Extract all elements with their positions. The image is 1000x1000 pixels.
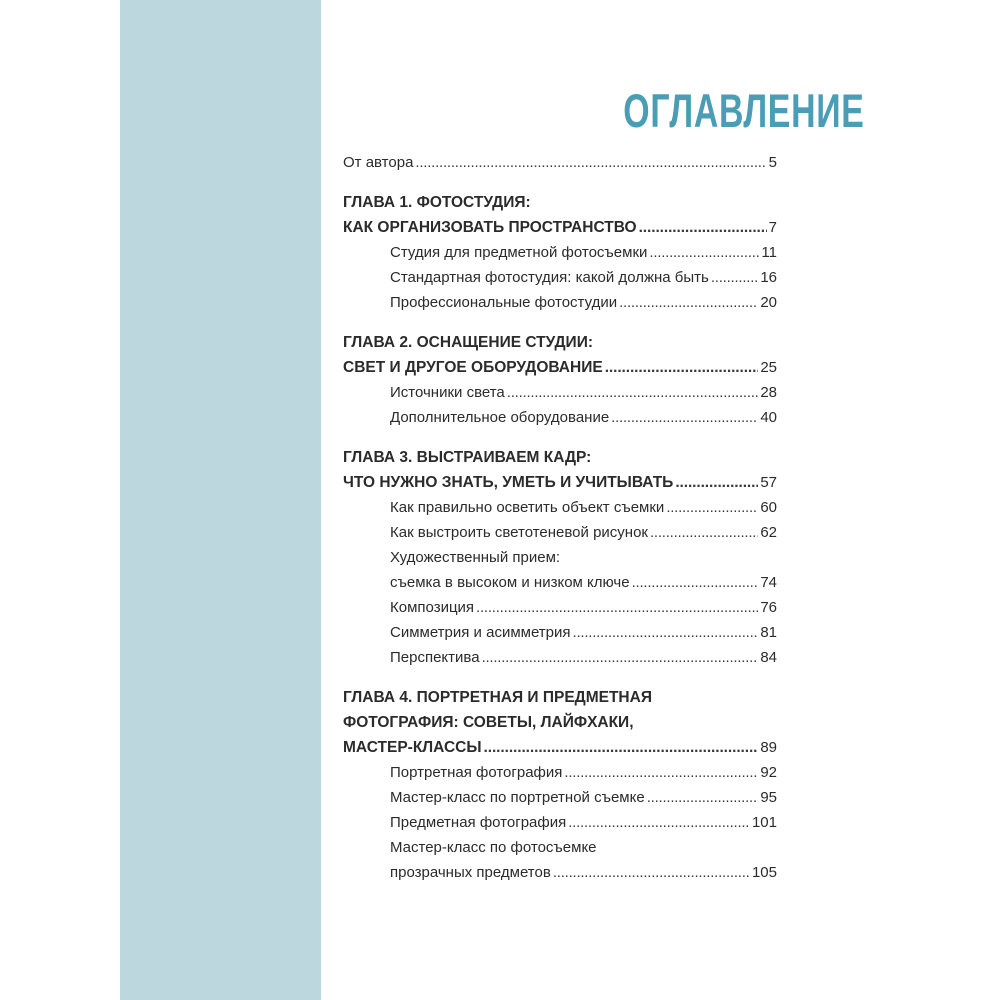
toc-page-number: 16 (760, 269, 777, 286)
toc-entry-label: Портретная фотография (390, 764, 563, 781)
toc-entry-label: Композиция (390, 599, 475, 616)
toc-page-number: 7 (768, 219, 777, 236)
toc-page-number: 74 (760, 574, 777, 591)
toc-page-number: 25 (760, 359, 777, 376)
chapter-heading-line[interactable]: ФОТОГРАФИЯ: СОВЕТЫ, ЛАЙФХАКИ, (343, 714, 634, 731)
chapter-heading-entry[interactable] (343, 735, 777, 760)
table-of-contents (343, 150, 777, 885)
chapter-heading-line[interactable]: ГЛАВА 1. ФОТОСТУДИЯ: (343, 194, 531, 211)
toc-page-number: 40 (760, 409, 777, 426)
chapter-heading-line[interactable]: ГЛАВА 2. ОСНАЩЕНИЕ СТУДИИ: (343, 334, 593, 351)
chapter-heading-entry[interactable] (343, 470, 777, 495)
toc-section-entry[interactable] (343, 240, 777, 265)
toc-page-number: 11 (761, 244, 777, 261)
toc-entry-label: съемка в высоком и низком ключе (390, 574, 630, 591)
chapter-1 (343, 190, 777, 315)
toc-page-number: 76 (760, 599, 777, 616)
toc-entry-lead-line[interactable]: Мастер-класс по фотосъемке (390, 839, 597, 856)
dot-leader (415, 150, 766, 175)
toc-entry-label: Симметрия и асимметрия (390, 624, 571, 641)
dot-leader (711, 265, 758, 290)
toc-page-number: 5 (768, 154, 777, 171)
toc-entry-label: Предметная фотография (390, 814, 567, 831)
chapter-heading-line[interactable]: ГЛАВА 3. ВЫСТРАИВАЕМ КАДР: (343, 449, 592, 466)
dot-leader (605, 355, 759, 380)
chapter-heading-line: КАК ОРГАНИЗОВАТЬ ПРОСТРАНСТВО (343, 219, 637, 236)
toc-page-number: 105 (751, 864, 777, 881)
toc-section-entry[interactable] (343, 595, 777, 620)
toc-entry-label: Стандартная фотостудия: какой должна быть (390, 269, 709, 286)
chapter-2 (343, 330, 777, 430)
toc-entry-label: прозрачных предметов (390, 864, 551, 881)
toc-entry-label: Перспектива (390, 649, 480, 666)
toc-page-number: 92 (760, 764, 777, 781)
dot-leader (484, 735, 759, 760)
toc-section-entry[interactable] (343, 495, 777, 520)
toc-entry-lead-line[interactable]: Художественный прием: (390, 549, 561, 566)
toc-entry-label: Дополнительное оборудование (390, 409, 610, 426)
sidebar-color-band (120, 0, 321, 1000)
toc-page-number: 84 (760, 649, 777, 666)
toc-section-entry[interactable] (343, 785, 777, 810)
toc-section-entry[interactable] (343, 645, 777, 670)
dot-leader (507, 380, 759, 405)
dot-leader (619, 290, 758, 315)
toc-page-number: 60 (760, 499, 777, 516)
dot-leader (666, 495, 758, 520)
toc-entry-label: Как выстроить светотеневой рисунок (390, 524, 648, 541)
toc-section-entry[interactable] (343, 860, 777, 885)
toc-entry-label: От автора (343, 154, 414, 171)
dot-leader (482, 645, 759, 670)
toc-section-entry[interactable] (343, 380, 777, 405)
chapter-heading-entry[interactable] (343, 355, 777, 380)
dot-leader (553, 860, 750, 885)
toc-entry-label: Студия для предметной фотосъемки (390, 244, 648, 261)
toc-page-number: 89 (760, 739, 777, 756)
chapter-heading-line: МАСТЕР-КЛАССЫ (343, 739, 482, 756)
toc-entry-label: Мастер-класс по портретной съемке (390, 789, 645, 806)
dot-leader (611, 405, 758, 430)
dot-leader (639, 215, 767, 240)
dot-leader (564, 760, 758, 785)
toc-page-number: 95 (760, 789, 777, 806)
dot-leader (647, 785, 759, 810)
toc-section-entry[interactable] (343, 570, 777, 595)
toc-page-number: 28 (760, 384, 777, 401)
chapter-4 (343, 685, 777, 885)
toc-section-entry[interactable] (343, 810, 777, 835)
dot-leader (675, 470, 758, 495)
dot-leader (649, 240, 759, 265)
toc-section-entry[interactable] (343, 405, 777, 430)
toc-page-number: 57 (760, 474, 777, 491)
toc-entry-intro[interactable] (343, 150, 777, 175)
dot-leader (573, 620, 759, 645)
dot-leader (650, 520, 758, 545)
page-title: ОГЛАВЛЕНИЕ (623, 84, 865, 137)
chapter-heading-line[interactable]: ГЛАВА 4. ПОРТРЕТНАЯ И ПРЕДМЕТНАЯ (343, 689, 652, 706)
toc-section-entry[interactable] (343, 265, 777, 290)
chapter-heading-entry[interactable] (343, 215, 777, 240)
toc-section-entry[interactable] (343, 760, 777, 785)
toc-entry-label: Как правильно осветить объект съемки (390, 499, 665, 516)
toc-section-entry[interactable] (343, 620, 777, 645)
toc-section-entry[interactable] (343, 520, 777, 545)
dot-leader (632, 570, 759, 595)
toc-page-number: 62 (760, 524, 777, 541)
chapter-3 (343, 445, 777, 670)
toc-entry-label: Профессиональные фотостудии (390, 294, 618, 311)
dot-leader (476, 595, 758, 620)
toc-page-number: 81 (760, 624, 777, 641)
chapter-heading-line: ЧТО НУЖНО ЗНАТЬ, УМЕТЬ И УЧИТЫВАТЬ (343, 474, 674, 491)
toc-page-number: 20 (760, 294, 777, 311)
toc-entry-label: Источники света (390, 384, 505, 401)
dot-leader (568, 810, 750, 835)
chapter-heading-line: СВЕТ И ДРУГОЕ ОБОРУДОВАНИЕ (343, 359, 603, 376)
toc-section-entry[interactable] (343, 290, 777, 315)
toc-page-number: 101 (751, 814, 777, 831)
